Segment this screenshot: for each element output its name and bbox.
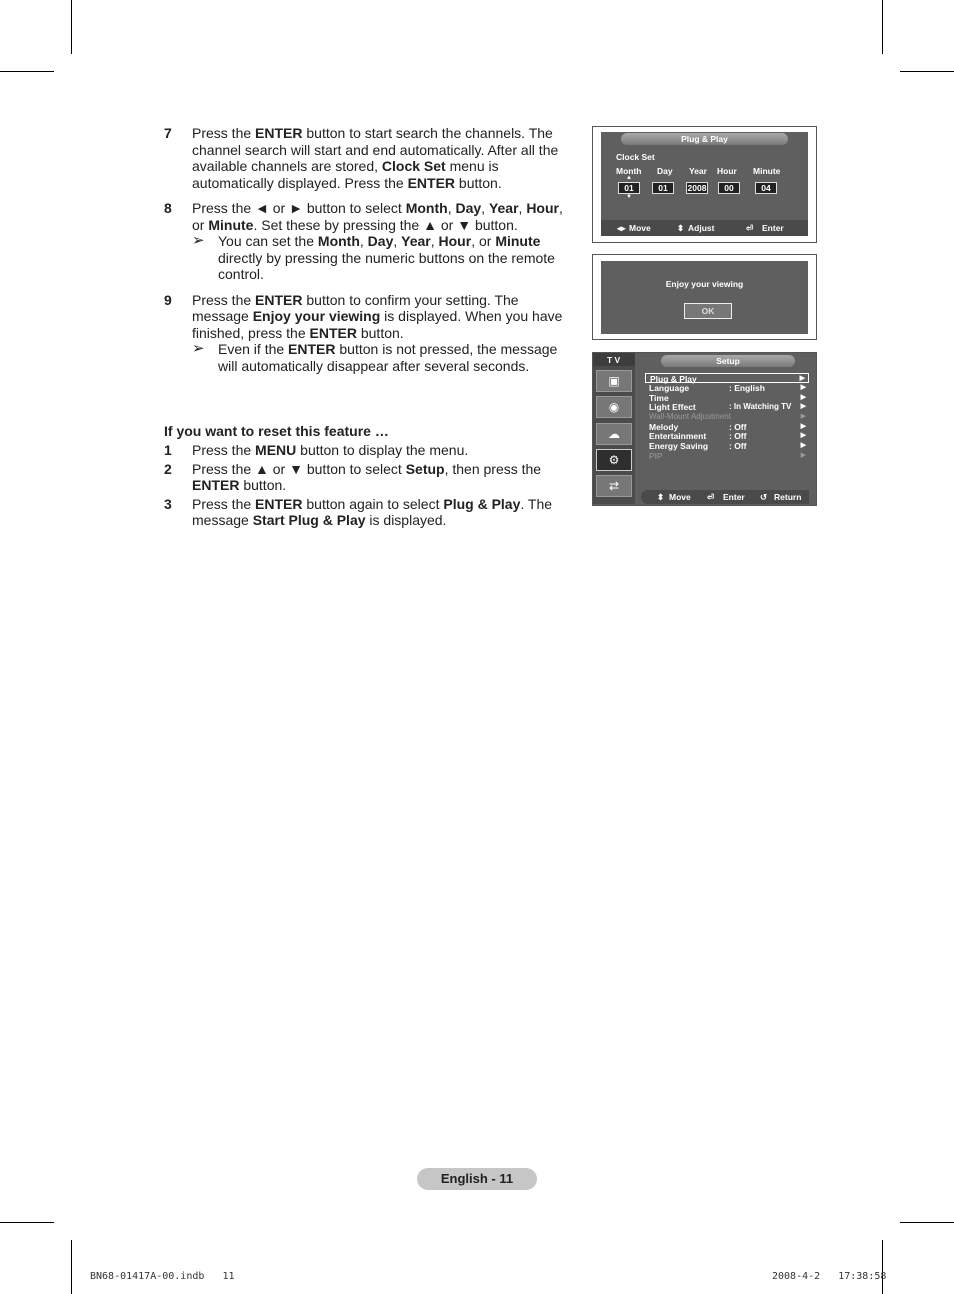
reset-step-2 — [164, 461, 564, 494]
bold-term: Hour — [526, 200, 559, 216]
menu-item-wall-mount — [649, 412, 809, 422]
footer-file-info: BN68-01417A-00.indb 11 — [90, 1271, 235, 1282]
text-run: is displayed. — [365, 512, 447, 528]
text-run: button to start search the channels. The channel search will start and end automatically. After all the available channels are stored, — [192, 125, 559, 174]
text-run: , — [359, 233, 368, 249]
bold-term: ENTER — [255, 495, 303, 512]
text-run: , — [481, 200, 489, 216]
menu-item-value: : Off — [729, 431, 747, 441]
adjust-icon: ⬍ — [677, 223, 685, 233]
reset-step-3 — [164, 496, 564, 529]
move-icon: ◂▸ — [617, 223, 626, 233]
text-run: directly by pressing the numeric buttons on the remote control. — [218, 249, 555, 282]
footer-timestamp: 2008-4-2 17:38:58 — [772, 1271, 887, 1282]
enter-hint: Enter — [762, 223, 784, 233]
bold-term: Month — [317, 233, 360, 249]
down-arrow-icon: ▼ — [626, 194, 632, 200]
bold-term: Enjoy your viewing — [252, 308, 381, 324]
submenu-arrow-icon: ▶ — [799, 375, 805, 382]
clock-set-screen — [592, 126, 817, 243]
label-minute: Minute — [753, 166, 781, 176]
crop-mark — [882, 0, 883, 54]
step-note — [192, 341, 564, 374]
bold-term: Minute — [208, 216, 254, 233]
step-number: 1 — [164, 442, 172, 458]
step-text — [192, 200, 564, 233]
text-run: Even if the — [218, 341, 289, 357]
enter-hint: Enter — [723, 492, 745, 502]
bold-term: ENTER — [407, 174, 456, 191]
osd-help-bar — [601, 220, 808, 236]
text-run: Press the — [192, 125, 256, 141]
menu-item-label: Entertainment — [649, 431, 707, 441]
submenu-arrow-icon: ▶ — [800, 442, 806, 449]
text-run: button again to select — [302, 495, 444, 512]
bold-term: MENU — [255, 442, 297, 458]
step-text — [192, 125, 564, 191]
submenu-arrow-icon: ▶ — [800, 452, 806, 459]
bold-term: Month — [405, 200, 448, 216]
text-run: button to confirm your setting. The message — [192, 291, 519, 324]
note-arrow-icon: ➢ — [192, 232, 205, 249]
bold-term: Day — [455, 200, 482, 216]
step-number: 3 — [164, 495, 172, 512]
ok-button[interactable]: OK — [684, 303, 732, 319]
menu-item-label: Time — [649, 393, 669, 403]
text-run: You can set the — [218, 233, 318, 249]
tv-tab — [593, 353, 635, 366]
instruction-steps — [164, 125, 564, 374]
label-hour: Hour — [717, 166, 737, 176]
step-9 — [164, 292, 564, 375]
menu-item-value: : In Watching TV — [729, 402, 792, 411]
text-run: button to display the menu. — [296, 442, 469, 458]
adjust-hint: Adjust — [688, 223, 715, 233]
reset-steps — [164, 442, 564, 529]
note-arrow-icon: ➢ — [192, 340, 205, 357]
crop-mark — [900, 1222, 954, 1223]
menu-item-value: : English — [729, 383, 765, 393]
crop-mark — [882, 1240, 883, 1294]
text-run: button. — [239, 477, 287, 493]
bold-term: Minute — [495, 233, 541, 249]
bold-term: Hour — [438, 233, 472, 249]
text-run: button. — [455, 174, 502, 191]
month-field[interactable]: 01 — [618, 182, 640, 194]
bold-term: ENTER — [288, 341, 336, 357]
bold-term: Setup — [405, 460, 445, 477]
return-hint: Return — [774, 492, 802, 502]
text-run: Press the — [192, 291, 256, 308]
bold-term: ENTER — [309, 324, 357, 341]
bold-term: Start Plug & Play — [252, 512, 366, 528]
crop-mark — [71, 0, 72, 54]
text-run: Press the — [192, 495, 256, 512]
sound-icon[interactable]: ◉ — [596, 396, 632, 418]
step-number: 9 — [164, 291, 172, 308]
channel-icon[interactable]: ☁ — [596, 423, 632, 445]
text-run: , then press the — [444, 460, 542, 477]
crop-mark — [0, 1222, 54, 1223]
bold-term: Year — [401, 233, 431, 249]
menu-item-label: Language — [649, 383, 690, 393]
step-number: 8 — [164, 200, 172, 216]
text-run: button is not pressed, the message will automatically disappear after several seconds. — [218, 341, 558, 374]
text-run: , — [518, 200, 527, 216]
step-7 — [164, 125, 564, 191]
menu-item-plug-play[interactable] — [645, 373, 809, 383]
minute-field[interactable]: 04 — [755, 182, 777, 194]
year-field[interactable]: 2008 — [687, 183, 707, 193]
setup-icon[interactable]: ⚙ — [596, 449, 632, 471]
bold-term: Day — [367, 233, 394, 249]
move-hint: Move — [629, 223, 651, 233]
bold-term: Plug & Play — [443, 495, 521, 512]
enjoy-viewing-screen — [592, 254, 817, 340]
step-number: 7 — [164, 125, 172, 141]
bold-term: Clock Set — [381, 158, 446, 174]
submenu-arrow-icon: ▶ — [800, 423, 806, 430]
hour-field[interactable]: 00 — [718, 182, 740, 194]
clock-set-heading: Clock Set — [616, 152, 655, 162]
reset-heading: If you want to reset this feature … — [164, 423, 389, 439]
return-icon: ↺ — [760, 492, 768, 502]
step-text — [192, 292, 564, 342]
text-run: , or — [471, 233, 496, 249]
menu-item-label: Melody — [649, 422, 679, 432]
step-text — [192, 442, 564, 459]
category-sidebar — [593, 366, 635, 504]
text-run: Press the ▲ or ▼ button to select — [192, 460, 406, 477]
text-run: menu is automatically displayed. Press the — [192, 158, 499, 191]
bold-term: ENTER — [192, 477, 240, 493]
enter-icon: ⏎ — [707, 492, 715, 502]
text-run: , — [393, 233, 402, 249]
note-text — [218, 341, 564, 374]
menu-item-label: PIP — [649, 451, 663, 461]
text-run: , — [447, 200, 456, 216]
step-8 — [164, 200, 564, 283]
text-run: Press the — [192, 442, 256, 458]
bold-term: Year — [488, 200, 519, 216]
crop-mark — [71, 1240, 72, 1294]
day-field[interactable]: 01 — [652, 182, 674, 194]
menu-item-value: : Off — [729, 422, 747, 432]
osd-title: Plug & Play — [621, 133, 788, 145]
text-run: Press the ◄ or ► button to select — [192, 200, 406, 216]
submenu-arrow-icon: ▶ — [800, 403, 806, 410]
step-note — [192, 233, 564, 283]
up-arrow-icon: ▲ — [626, 175, 632, 181]
osd-background — [601, 132, 808, 236]
picture-icon[interactable]: ▣ — [596, 370, 632, 392]
text-run: is displayed. When you have finished, press the — [192, 308, 563, 341]
osd-title: Setup — [661, 355, 795, 367]
bold-term: ENTER — [255, 291, 303, 308]
label-month: Month — [616, 166, 642, 176]
step-number: 2 — [164, 460, 172, 477]
text-run: , or — [192, 200, 563, 233]
osd-background — [601, 261, 808, 334]
enjoy-message: Enjoy your viewing — [665, 279, 744, 289]
tv-label: T V — [607, 355, 621, 365]
menu-item-language[interactable] — [649, 383, 809, 393]
text-run: button. — [356, 324, 404, 341]
move-icon: ⬍ — [657, 492, 665, 502]
note-text — [218, 233, 564, 283]
setup-menu-screen — [592, 352, 817, 506]
menu-item-label: Plug & Play — [650, 374, 697, 384]
menu-item-pip — [649, 451, 809, 461]
crop-mark — [0, 71, 54, 72]
text-run: . The message — [192, 495, 553, 528]
osd-help-bar — [641, 490, 809, 504]
submenu-arrow-icon: ▶ — [800, 384, 806, 391]
submenu-arrow-icon: ▶ — [800, 432, 806, 439]
label-day: Day — [657, 166, 673, 176]
menu-item-value: : Off — [729, 441, 747, 451]
reset-step-1 — [164, 442, 564, 459]
page-number: English - 11 — [417, 1168, 537, 1190]
bold-term: ENTER — [255, 125, 303, 141]
step-text — [192, 496, 564, 529]
input-icon[interactable]: ⇄ — [596, 475, 632, 497]
menu-item-entertainment[interactable] — [649, 431, 809, 441]
text-run: , — [430, 233, 439, 249]
move-hint: Move — [669, 492, 691, 502]
label-year: Year — [689, 166, 707, 176]
crop-mark — [900, 71, 954, 72]
menu-item-light-effect[interactable] — [649, 402, 809, 412]
submenu-arrow-icon: ▶ — [800, 413, 806, 420]
submenu-arrow-icon: ▶ — [800, 394, 806, 401]
step-text — [192, 461, 564, 494]
enter-icon: ⏎ — [746, 223, 754, 233]
menu-item-label: Light Effect — [649, 402, 696, 412]
menu-item-label: Wall-Mount Adjustment — [649, 412, 731, 421]
text-run: . Set these by pressing the ▲ or ▼ button. — [253, 216, 518, 233]
menu-item-energy-saving[interactable] — [649, 441, 809, 451]
menu-item-label: Energy Saving — [649, 441, 709, 451]
